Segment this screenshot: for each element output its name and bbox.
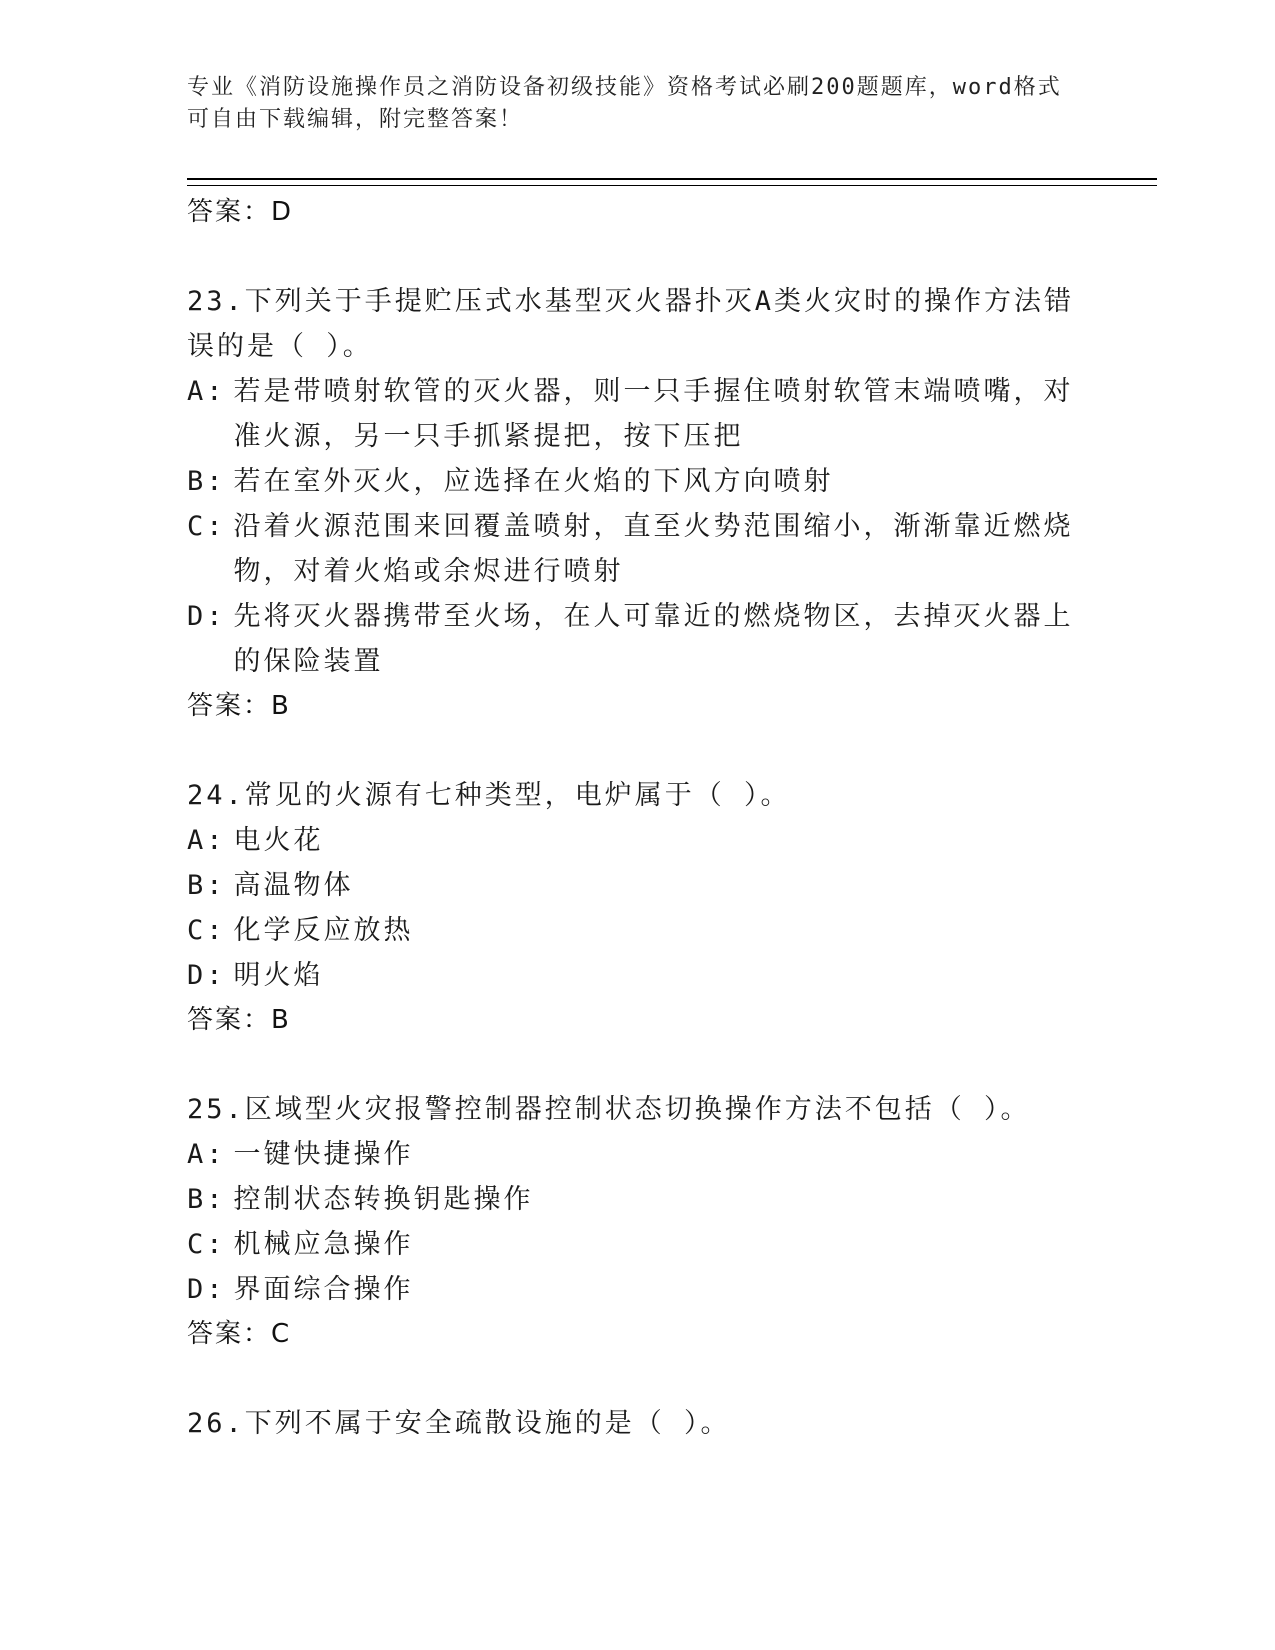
- option-separator: :: [206, 825, 226, 856]
- answer-line: [187, 1312, 1087, 1356]
- option-text: 明火焰: [233, 960, 324, 991]
- question-block: [187, 279, 1087, 728]
- option-letter: D: [187, 960, 207, 991]
- answer-value: D: [271, 197, 294, 227]
- answer-line: [187, 998, 1087, 1042]
- option-separator: :: [206, 960, 226, 991]
- option-item: [187, 953, 1087, 998]
- option-letter: A: [187, 1139, 207, 1170]
- option-item: [187, 818, 1087, 863]
- option-letter: B: [187, 1184, 207, 1215]
- option-separator: :: [206, 1139, 226, 1170]
- option-text: 先将灭火器携带至火场，在人可靠近的燃烧物区，去掉灭火器上的保险装置: [233, 601, 1074, 677]
- answer-value: B: [271, 691, 291, 721]
- option-separator: :: [206, 1184, 226, 1215]
- option-item: [187, 504, 1087, 594]
- option-letter: D: [187, 601, 207, 632]
- option-separator: :: [206, 466, 226, 497]
- option-text: 化学反应放热: [233, 915, 414, 946]
- option-separator: :: [206, 915, 226, 946]
- answer-value: C: [271, 1319, 292, 1349]
- option-separator: :: [206, 1274, 226, 1305]
- question-number: 24.: [187, 780, 245, 811]
- question-text: [187, 773, 1087, 818]
- question-text: [187, 279, 1087, 369]
- option-text: 机械应急操作: [233, 1229, 414, 1260]
- answer-line: [187, 684, 1087, 728]
- option-letter: B: [187, 466, 207, 497]
- question-block: [187, 1401, 1087, 1446]
- answer-label: 答案：: [187, 1319, 272, 1349]
- option-item: [187, 369, 1087, 459]
- header-divider: [187, 178, 1157, 186]
- option-item: [187, 1177, 1087, 1222]
- question-stem: 下列不属于安全疏散设施的是（ ）。: [244, 1408, 731, 1439]
- option-text: 电火花: [233, 825, 324, 856]
- option-letter: A: [187, 376, 207, 407]
- option-text: 高温物体: [233, 870, 354, 901]
- question-block: [187, 773, 1087, 1042]
- option-letter: C: [187, 915, 207, 946]
- page-header: [187, 72, 1067, 136]
- question-stem: 区域型火灾报警控制器控制状态切换操作方法不包括（ ）。: [244, 1094, 1031, 1125]
- option-item: [187, 1132, 1087, 1177]
- question-number: 25.: [187, 1094, 245, 1125]
- answer-label: 答案：: [187, 1005, 272, 1035]
- option-text: 若在室外灭火，应选择在火焰的下风方向喷射: [233, 466, 834, 497]
- option-text: 界面综合操作: [233, 1274, 414, 1305]
- question-text: [187, 1401, 1087, 1446]
- question-stem: 下列关于手提贮压式水基型灭火器扑灭A类火灾时的操作方法错误的是（ ）。: [187, 286, 1075, 362]
- answer-label: 答案：: [187, 691, 272, 721]
- option-text: 一键快捷操作: [233, 1139, 414, 1170]
- option-text: 沿着火源范围来回覆盖喷射，直至火势范围缩小，渐渐靠近燃烧物，对着火焰或余烬进行喷射: [233, 511, 1074, 587]
- question-number: 26.: [187, 1408, 245, 1439]
- option-text: 控制状态转换钥匙操作: [233, 1184, 534, 1215]
- option-item: [187, 594, 1087, 684]
- option-separator: :: [206, 511, 226, 542]
- option-text: 若是带喷射软管的灭火器，则一只手握住喷射软管末端喷嘴，对准火源，另一只手抓紧提把，按下压把: [233, 376, 1074, 452]
- option-item: [187, 863, 1087, 908]
- option-letter: B: [187, 870, 207, 901]
- answer-label: 答案：: [187, 197, 272, 227]
- question-stem: 常见的火源有七种类型，电炉属于（ ）。: [244, 780, 791, 811]
- option-item: [187, 1267, 1087, 1312]
- option-letter: A: [187, 825, 207, 856]
- question-text: [187, 1087, 1087, 1132]
- option-separator: :: [206, 376, 226, 407]
- option-letter: C: [187, 511, 207, 542]
- option-separator: :: [206, 601, 226, 632]
- option-letter: C: [187, 1229, 207, 1260]
- question-list: [187, 190, 1087, 1491]
- option-separator: :: [206, 870, 226, 901]
- option-letter: D: [187, 1274, 207, 1305]
- option-item: [187, 459, 1087, 504]
- option-separator: :: [206, 1229, 226, 1260]
- question-block: [187, 1087, 1087, 1356]
- answer-line: [187, 190, 1087, 234]
- option-item: [187, 1222, 1087, 1267]
- question-number: 23.: [187, 286, 245, 317]
- header-text: 专业《消防设施操作员之消防设备初级技能》资格考试必刷200题题库，word格式可自由下载编辑，附完整答案！: [187, 75, 1062, 132]
- option-item: [187, 908, 1087, 953]
- answer-value: B: [271, 1005, 291, 1035]
